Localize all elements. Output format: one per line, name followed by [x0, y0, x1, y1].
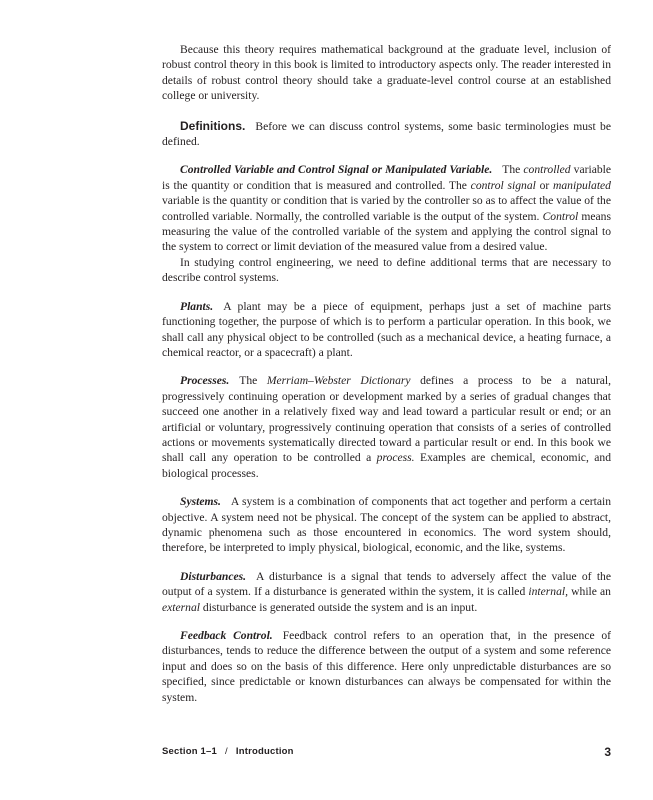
plants-text: A plant may be a piece of equipment, perhaps just a set of machine parts functioning together, the purpose of which is to perform a particular operation. In this book, we shall call any physical object to be controlled (such as a mechanical device, a heating furnace, a chemical reactor, or a spacecraft) a plant. — [162, 299, 611, 359]
additional-terms-paragraph: In studying control engineering, we need to define additional terms that are necessary to describe control systems. — [162, 255, 611, 285]
disturbances-term-external: external — [162, 600, 200, 614]
intro-paragraph: Because this theory requires mathematical background at the graduate level, inclusion of robust control theory in this book is limited to introductory aspects only. The reader interested in details of robust control theory should take a graduate-level control course at an established college or university. — [162, 43, 611, 103]
controlled-variable-paragraph — [162, 162, 611, 254]
feedback-heading: Feedback Control. — [180, 629, 273, 642]
cv-text-2: variable is the quantity or condition that is measured and controlled. The — [162, 163, 612, 192]
footer-section: Section 1–1 — [162, 746, 218, 757]
disturbances-text-2: while an — [568, 585, 611, 599]
processes-heading: Processes. — [180, 374, 230, 388]
cv-term-control-signal: control signal — [470, 178, 536, 192]
controlled-variable-heading: Controlled Variable and Control Signal or Manipulated Variable. — [180, 163, 493, 177]
processes-term-process: process. — [376, 451, 415, 465]
processes-paragraph — [162, 373, 611, 481]
processes-text-3: Examples are chemical, economic, and biological processes. — [162, 451, 612, 480]
cv-term-manipulated: manipulated — [553, 178, 611, 192]
cv-term-control: Control — [542, 209, 579, 223]
plants-paragraph — [162, 299, 611, 361]
cv-term-controlled: controlled — [523, 163, 571, 177]
definitions-paragraph — [162, 119, 611, 150]
processes-text-2: defines a process to be a natural, progressively continuing operation or development marked by a series of gradual changes that succeed one another in a relatively fixed way and lead toward a particular result or end; or an artificial or voluntary, progressively continuing operation that consists of a series of controlled actions or movements systematically directed toward a particular result or end. In this book we shall call any operation to be controlled a — [162, 374, 611, 465]
page-number: 3 — [604, 745, 611, 759]
disturbances-text-3: disturbance is generated outside the system and is an input. — [200, 600, 478, 614]
running-footer — [162, 746, 294, 757]
cv-text-3: or — [535, 178, 554, 192]
systems-heading: Systems. — [180, 495, 221, 509]
footer-separator: / — [225, 746, 228, 757]
disturbances-term-internal: internal, — [528, 585, 569, 599]
processes-term-dictionary: Merriam–Webster Dictionary — [266, 374, 411, 388]
definitions-text: Before we can discuss control systems, some basic terminologies must be defined. — [162, 119, 611, 149]
feedback-text: Feedback control refers to an operation that, in the presence of disturbances, tends to reduce the difference between the output of a system and some reference input and does so on the basis of this difference. Here only unpredictable disturbances are so specified, since predictable or known disturbances can always be compensated for within the system. — [162, 629, 611, 704]
disturbances-heading: Disturbances. — [180, 569, 247, 583]
disturbances-paragraph — [162, 569, 611, 615]
cv-text-1: The — [502, 163, 524, 177]
definitions-heading: Definitions. — [180, 118, 246, 133]
plants-heading: Plants. — [180, 299, 214, 313]
cv-text-5: means measuring the value of the controlled variable of the system and applying the control signal to the system to correct or limit deviation of the measured value from a desired value. — [162, 209, 611, 254]
disturbances-text-1: A disturbance is a signal that tends to adversely affect the value of the output of a system. If a disturbance is generated within the system, it is called — [162, 569, 611, 599]
feedback-paragraph — [162, 628, 611, 705]
footer-chapter: Introduction — [235, 746, 294, 757]
systems-text: A system is a combination of components that act together and perform a certain objective. A system need not be physical. The concept of the system can be applied to abstract, dynamic phenomena such as those encountered in economics. The word system should, therefore, be interpreted to imply physical, biological, economic, and the like, systems. — [162, 495, 611, 555]
page-footer — [162, 745, 611, 761]
systems-paragraph — [162, 494, 611, 556]
processes-text-1: The — [239, 374, 267, 388]
cv-text-4: variable is the quantity or condition that is varied by the controller so as to affect the value of the controlled variable. Normally, the controlled variable is the output of the system. — [162, 194, 611, 223]
body-text — [162, 42, 611, 705]
